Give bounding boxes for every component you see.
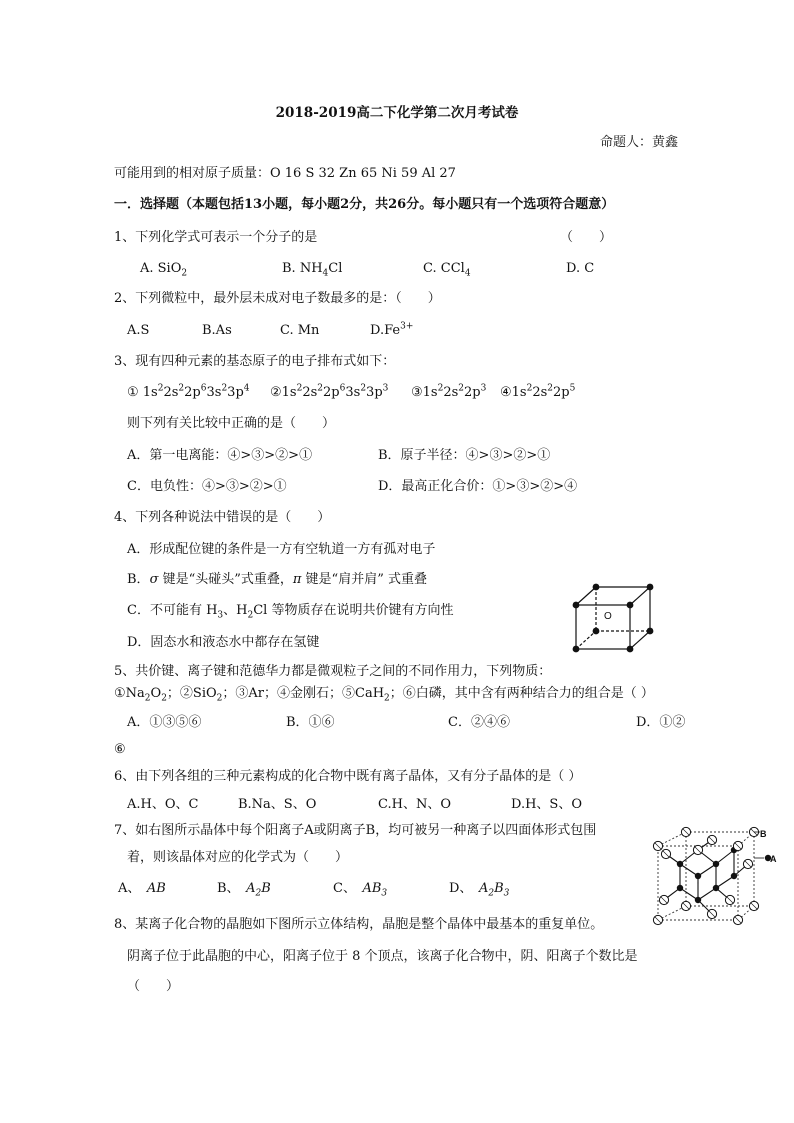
q7-option-b: B、 $A_2B$ bbox=[217, 881, 271, 899]
lattice-label-b: B bbox=[760, 829, 767, 839]
q7-option-c: C、 $AB_3$ bbox=[333, 881, 388, 899]
q2-stem: 2、下列微粒中，最外层未成对电子数最多的是：（ ） bbox=[114, 291, 441, 306]
q6-option-d: D.H、S、O bbox=[511, 797, 582, 812]
q5-option-d-wrap: ⑥ bbox=[114, 742, 126, 757]
q6-stem: 6、由下列各组的三种元素构成的化合物中既有离子晶体，又有分子晶体的是（ ） bbox=[114, 769, 582, 784]
q5-stem: 5、共价键、离子键和范德华力都是微观粒子之间的不同作用力，下列物质： bbox=[114, 664, 552, 679]
q4-stem: 4、下列各种说法中错误的是（ ） bbox=[114, 510, 331, 525]
q3-config-1: ① $1s^22s^22p^63s^23p^4$ bbox=[127, 383, 250, 400]
q4-option-a: A．形成配位键的条件是一方有空轨道一方有孤对电子 bbox=[127, 542, 436, 557]
q1-option-b: B. $NH_4Cl$ bbox=[282, 261, 343, 279]
q7-option-a: A、 AB bbox=[118, 881, 166, 896]
q4-option-c: C．不可能有 $H_3$、$H_2Cl$ 等物质存在说明共价键有方向性 bbox=[127, 603, 454, 621]
q1-option-d: D. C bbox=[566, 261, 595, 276]
q7-option-d: D、 $A_2B_3$ bbox=[449, 881, 510, 899]
q6-option-b: B.Na、S、O bbox=[238, 797, 317, 812]
cubic-cell-figure bbox=[574, 585, 654, 655]
q3-option-a: A．第一电离能：④>③>②>① bbox=[127, 448, 313, 463]
section-heading: 一．选择题（本题包括13小题，每小题2分，共26分。每小题只有一个选项符合题意） bbox=[114, 197, 615, 212]
q8-stem-2: 阴离子位于此晶胞的中心，阳离子位于 8 个顶点，该离子化合物中，阴、阳离子个数比是 bbox=[127, 949, 638, 964]
q7-stem-2: 着，则该晶体对应的化学式为（ ） bbox=[127, 850, 349, 865]
q5-option-a: A．①③⑤⑥ bbox=[127, 715, 202, 730]
q1-option-c: C. CCl$_4$ bbox=[423, 261, 471, 279]
q3-option-b: B．原子半径：④>③>②>① bbox=[378, 448, 551, 463]
q5-substances: $①Na_2O_2$；②SiO$_2$；③Ar；④金刚石；⑤CaH$_2$；⑥白磷，其中含有两种结合力的组合是（ ） bbox=[114, 686, 654, 704]
q2-option-b: B.As bbox=[202, 323, 232, 338]
q1-blank: （ ） bbox=[560, 230, 613, 245]
q2-option-d: $D.Fe^{3+}$ bbox=[370, 321, 414, 338]
q3-config-3: $③1s^22s^22p^3$ bbox=[411, 383, 487, 400]
q5-option-d: D．①② bbox=[636, 715, 686, 730]
page-title: 2018-2019高二下化学第二次月考试卷 bbox=[275, 105, 519, 121]
q3-option-d: D．最高正化合价：①>③>②>④ bbox=[378, 479, 578, 494]
q3-option-c: C．电负性：④>③>②>① bbox=[127, 479, 287, 494]
q7-stem: 7、如右图所示晶体中每个阳离子A或阴离子B，均可被另一种离子以四面体形式包围 bbox=[114, 823, 597, 838]
cube-center-label: O bbox=[604, 611, 612, 622]
q8-blank: （ ） bbox=[127, 979, 180, 994]
q4-option-b: B．σ 键是“头碰头”式重叠，π 键是“肩并肩” 式重叠 bbox=[127, 572, 427, 587]
q5-option-c: C．②④⑥ bbox=[448, 715, 510, 730]
q6-option-c: C.H、N、O bbox=[378, 797, 451, 812]
q2-option-a: A.S bbox=[127, 323, 150, 338]
q4-option-d: D．固态水和液态水中都存在氢键 bbox=[127, 635, 320, 650]
q3-stem: 3、现有四种元素的基态原子的电子排布式如下： bbox=[114, 354, 396, 369]
atomic-masses: 可能用到的相对原子质量：O 16 S 32 Zn 65 Ni 59 Al 27 bbox=[114, 166, 456, 181]
q3-sub-stem: 则下列有关比较中正确的是（ ） bbox=[127, 416, 336, 431]
author-line: 命题人：黄鑫 bbox=[599, 135, 678, 150]
q3-config-4: $④1s^22s^22p^5$ bbox=[500, 383, 576, 400]
q5-option-b: B．①⑥ bbox=[286, 715, 335, 730]
q6-option-a: A.H、O、C bbox=[127, 797, 199, 812]
lattice-label-a: A bbox=[770, 854, 777, 864]
q3-config-2: $②1s^22s^22p^63s^23p^3$ bbox=[270, 383, 389, 400]
q8-stem: 8、某离子化合物的晶胞如下图所示立体结构，晶胞是整个晶体中最基本的重复单位。 bbox=[114, 917, 604, 932]
zincblende-lattice-figure bbox=[650, 828, 775, 926]
q1-option-a: A. SiO$_2$ bbox=[140, 261, 188, 279]
q1-stem: 1、下列化学式可表示一个分子的是 bbox=[114, 230, 318, 245]
q2-option-c: C. Mn bbox=[280, 323, 320, 338]
